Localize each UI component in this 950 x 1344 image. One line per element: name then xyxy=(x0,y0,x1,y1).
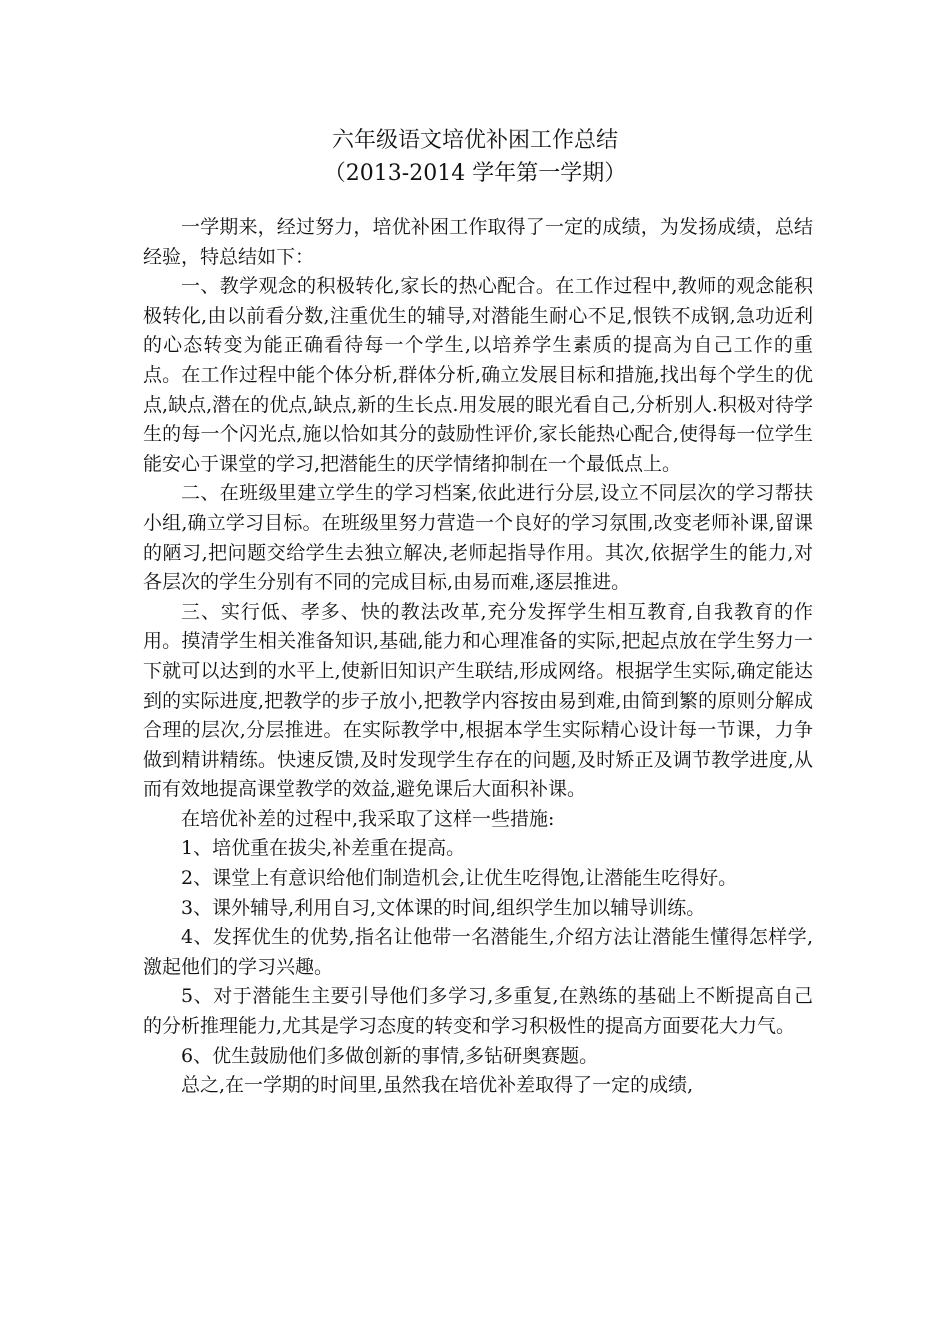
paragraph-conclusion: 总之,在一学期的时间里,虽然我在培优补差取得了一定的成绩, xyxy=(181,1074,694,1097)
paragraph-intro: 一学期来，经过努力，培优补困工作取得了一定的成绩，为发扬成绩，总结经验，特总结如下： xyxy=(143,216,813,268)
paragraph-section-2: 二、在班级里建立学生的学习档案,依此进行分层,设立不同层次的学习帮扶小组,确立学习目标。在班级里努力营造一个良好的学习氛围,改变老师补课,留课的陋习,把问题交给学生去独立解决,老师起指导作用。其次,依据学生的能力,对各层次的学生分别有不同的完成目标,由易而难,逐层推进。 xyxy=(143,482,813,594)
document-subtitle: （2013-2014 学年第一学期） xyxy=(323,161,627,186)
paragraph-measure-3: 3、课外辅导,利用自习,文体课的时间,组织学生加以辅导训练。 xyxy=(181,896,706,919)
document-body xyxy=(143,213,813,1101)
paragraph-measure-1: 1、培优重在拔尖,补差重在提高。 xyxy=(181,837,466,860)
paragraph-measure-6: 6、优生鼓励他们多做创新的事情,多钻研奥赛题。 xyxy=(181,1044,599,1067)
paragraph-measure-4: 4、发挥优生的优势,指名让他带一名潜能生,介绍方法让潜能生懂得怎样学,激起他们的学习兴趣。 xyxy=(143,926,813,978)
document-title: 六年级语文培优补困工作总结 xyxy=(331,128,618,153)
title-block xyxy=(0,124,950,190)
paragraph-measure-2: 2、课堂上有意识给他们制造机会,让优生吃得饱,让潜能生吃得好。 xyxy=(181,867,738,890)
paragraph-section-3: 三、实行低、孝多、快的教法改革,充分发挥学生相互教育,自我教育的作用。摸清学生相关准备知识,基础,能力和心理准备的实际,把起点放在学生努力一下就可以达到的水平上,使新旧知识产生联结,形成网络。根据学生实际,确定能达到的实际进度,把教学的步子放小,把教学内容按由易到难,由简到繁的原则分解成合理的层次,分层推进。在实际教学中,根据本学生实际精心设计每一节课，力争做到精讲精练。快速反馈,及时发现学生存在的问题,及时矫正及调节教学进度,从而有效地提高课堂教学的效益,避免课后大面积补课。 xyxy=(143,600,813,801)
paragraph-section-1: 一、教学观念的积极转化,家长的热心配合。在工作过程中,教师的观念能积极转化,由以前看分数,注重优生的辅导,对潜能生耐心不足,恨铁不成钢,急功近利的心态转变为能正确看待每一个学生,以培养学生素质的提高为自己工作的重点。在工作过程中能个体分析,群体分析,确立发展目标和措施,找出每个学生的优点,缺点,潜在的优点,缺点,新的生长点.用发展的眼光看自己,分析别人.积极对待学生的每一个闪光点,施以恰如其分的鼓励性评价,家长能热心配合,使得每一位学生能安心于课堂的学习,把潜能生的厌学情绪抑制在一个最低点上。 xyxy=(143,275,813,475)
paragraph-measures-intro: 在培优补差的过程中,我采取了这样一些措施: xyxy=(181,807,555,830)
paragraph-measure-5: 5、对于潜能生主要引导他们多学习,多重复,在熟练的基础上不断提高自己的分析推理能力,尤其是学习态度的转变和学习积极性的提高方面要花大力气。 xyxy=(143,985,813,1038)
